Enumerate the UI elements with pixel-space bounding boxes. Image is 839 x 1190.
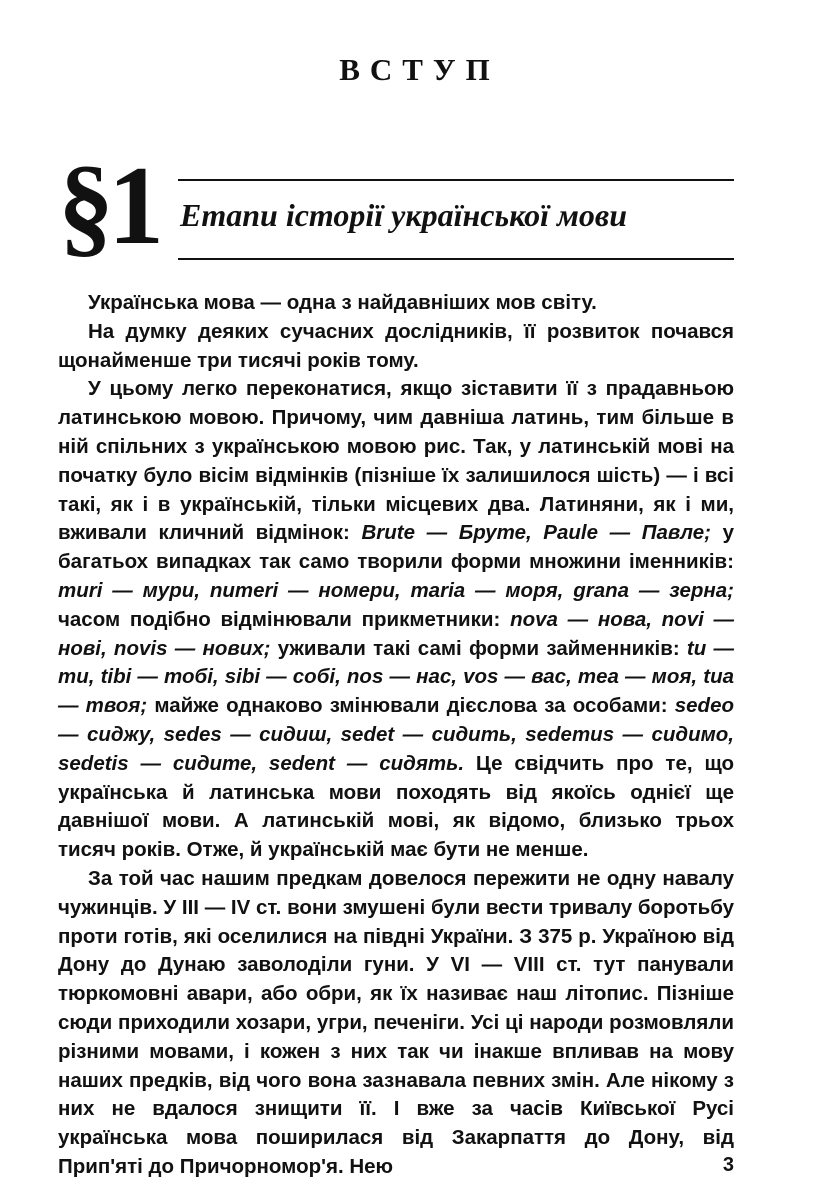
example-vocative: Brute — Бруте, Paule — Павле; [361, 521, 711, 545]
body-text [58, 289, 734, 1182]
text-run: Це свідчить про те, що українська й латинська мови походять від якоїсь однієї ще давнішої мови. А латинській мові, як відомо, близько трьох тисяч років. Отже, й українській має бути не менше. [58, 751, 734, 862]
title-rule-top [178, 179, 734, 181]
section-title: Етапи історії української мови [180, 197, 627, 233]
text-run: часом подібно відмінювали прикметники: [58, 607, 501, 631]
text-run: майже однаково змінювали дієслова за особами: [154, 694, 668, 718]
paragraph-4: За той час нашим предкам довелося пережити не одну навалу чужинців. У III — IV ст. вони змушені були вести тривалу боротьбу проти готів, які оселилися на півдні України. З 375 р. Україною від Дону до Дунаю заволоділи гуни. У VI — VIII ст. тут панували тюркомовні авари, або обри, як їх називає наш літопис. Пізніше сюди приходили хозари, угри, печеніги. Усі ці народи розмовляли різними мовами, і кожен з них так чи інакше впливав на мову наших предків, від чого вона зазнавала певних змін. Але нікому з них не вдалося знищити її. І вже за часів Київської Русі українська мова поширилася від Закарпаття до Дону, від Прип'яті до Причорномор'я. Нею [58, 866, 734, 1178]
paragraph-1: Українська мова — одна з найдавніших мов світу. [88, 291, 597, 314]
text-run: У цьому легко переконатися, якщо зіставити її з прадавньою латинською мовою. Причому, чим давніша латинь, тим більше в ній спільних з українською мовою рис. Так, у латинській мові на початку було вісім відмінків (пізніше їх залишилося шість) — і всі такі, як і в українській, тільки місцевих два. Латиняни, як і ми, вживали кличний відмінок: [58, 377, 734, 545]
paragraph-3 [58, 375, 734, 865]
text-run: у багатьох випадках так само творили форми множини іменників: [58, 521, 734, 574]
section-number: §1 [58, 144, 158, 268]
example-nouns: muri — мури, numeri — номери, maria — моря, grana — зерна; [58, 578, 734, 602]
example-verbs: sedeo — сиджу, sedes — сидиш, sedet — сидить, sedemus — сидимо, sedetis — сидите, sedent — сидять. [58, 694, 734, 775]
example-adjectives: nova — нова, novi — нові, novis — нових; [58, 607, 735, 660]
page-number: 3 [722, 1154, 734, 1176]
title-rule-bottom [178, 258, 734, 260]
paragraph-2: На думку деяких сучасних дослідників, її розвиток почався щонайменше три тисячі років тому. [58, 319, 734, 372]
example-pronouns: tu — ти, tibi — тобі, sibi — собі, nos — нас, vos — вас, mea — моя, tua — твоя; [58, 636, 735, 718]
chapter-heading: ВСТУП [339, 52, 500, 87]
text-run: уживали такі самі форми займенників: [277, 636, 680, 660]
